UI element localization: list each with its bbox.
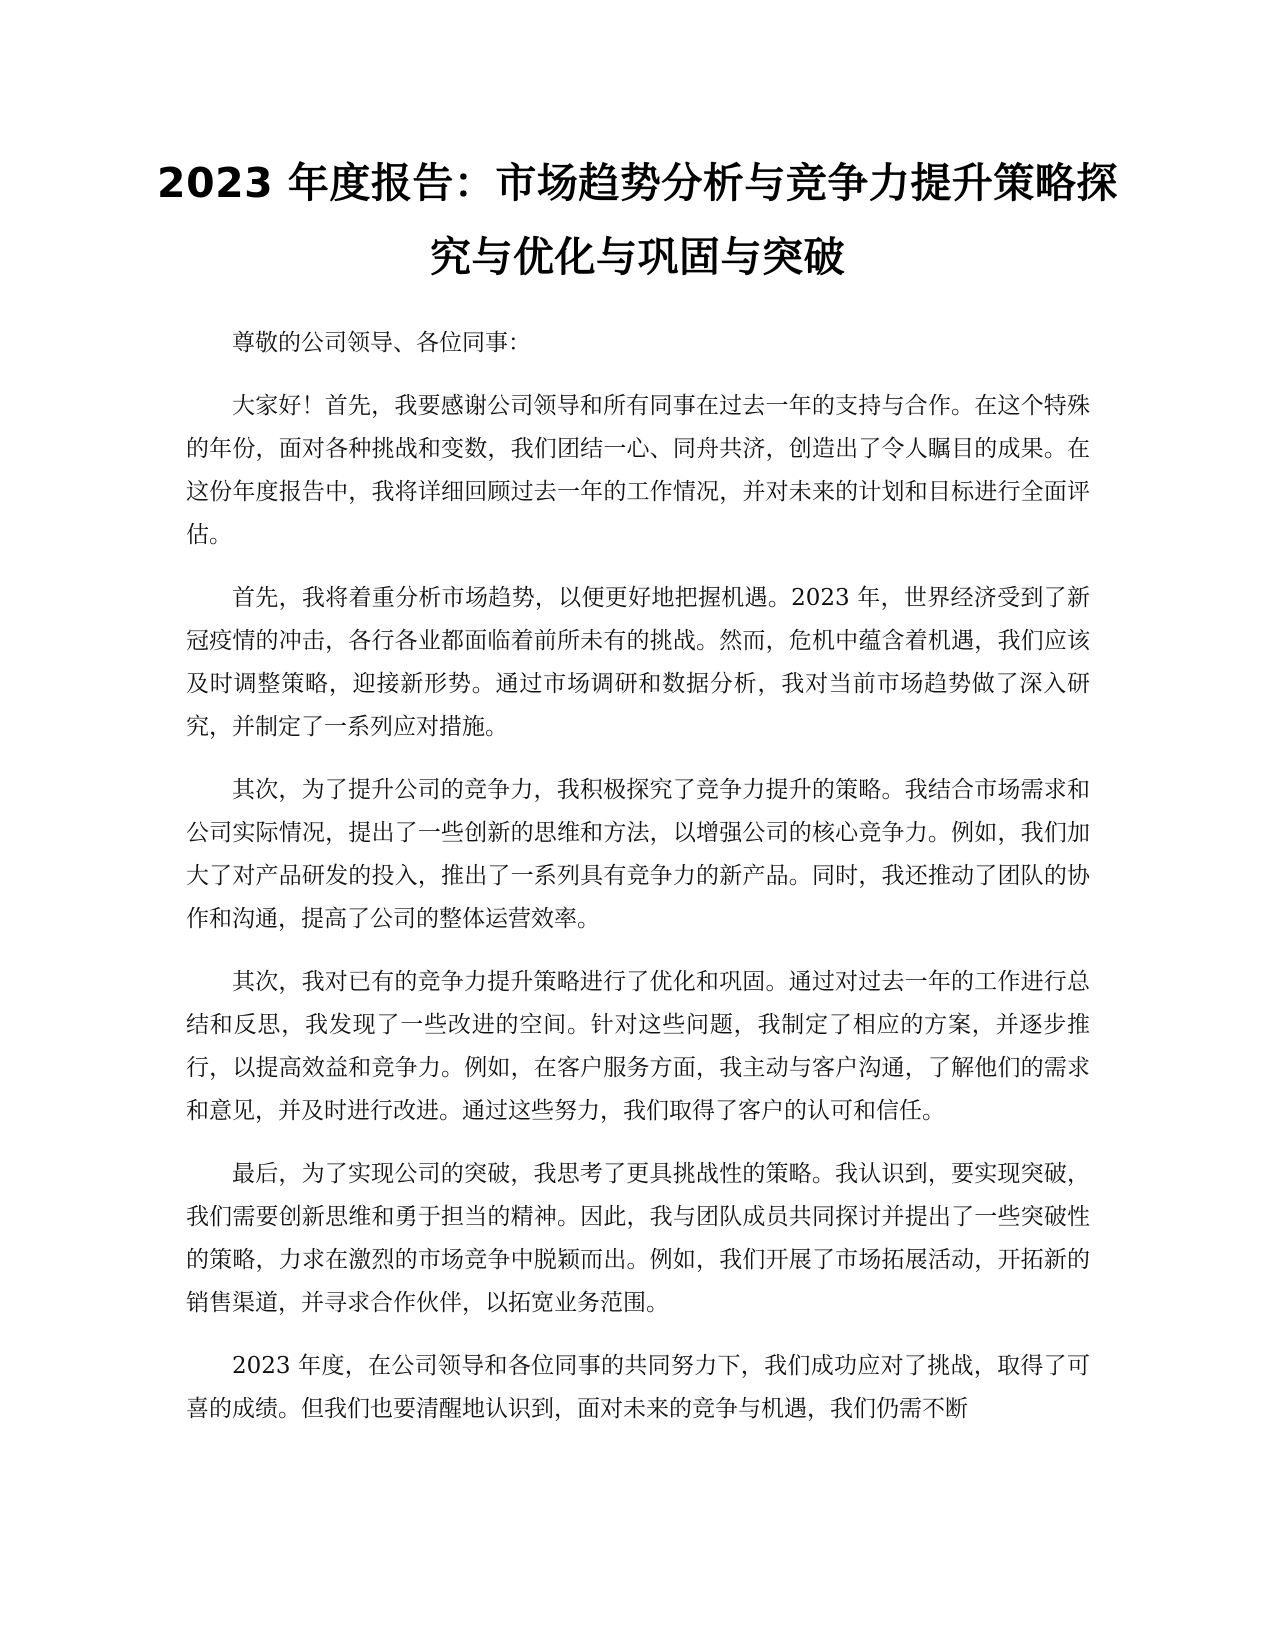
document-title: 2023 年度报告：市场趋势分析与竞争力提升策略探究与优化与巩固与突破 — [157, 159, 1118, 281]
paragraph-greeting: 大家好！首先，我要感谢公司领导和所有同事在过去一年的支持与合作。在这个特殊的年份，面对各种挑战和变数，我们团结一心、同舟共济，创造出了令人瞩目的成果。在这份年度报告中，我将详细回顾过去一年的工作情况，并对未来的计划和目标进行全面评估。 — [186, 393, 1090, 548]
paragraph-market-trends: 首先，我将着重分析市场趋势，以便更好地把握机遇。2023 年，世界经济受到了新冠疫情的冲击，各行各业都面临着前所未有的挑战。然而，危机中蕴含着机遇，我们应该及时调整策略，迎接新形势。通过市场调研和数据分析，我对当前市场趋势做了深入研究，并制定了一系列应对措施。 — [186, 585, 1090, 740]
document-body — [186, 322, 1090, 1451]
paragraph-optimization: 其次，我对已有的竞争力提升策略进行了优化和巩固。通过对过去一年的工作进行总结和反思，我发现了一些改进的空间。针对这些问题，我制定了相应的方案，并逐步推行，以提高效益和竞争力。例如，在客户服务方面，我主动与客户沟通，了解他们的需求和意见，并及时进行改进。通过这些努力，我们取得了客户的认可和信任。 — [186, 969, 1090, 1124]
paragraph-summary: 2023 年度，在公司领导和各位同事的共同努力下，我们成功应对了挑战，取得了可喜的成绩。但我们也要清醒地认识到，面对未来的竞争与机遇，我们仍需不断 — [186, 1353, 1090, 1422]
paragraph-salutation: 尊敬的公司领导、各位同事： — [232, 330, 531, 356]
paragraph-competitiveness-strategy: 其次，为了提升公司的竞争力，我积极探究了竞争力提升的策略。我结合市场需求和公司实际情况，提出了一些创新的思维和方法，以增强公司的核心竞争力。例如，我们加大了对产品研发的投入，推出了一系列具有竞争力的新产品。同时，我还推动了团队的协作和沟通，提高了公司的整体运营效率。 — [186, 777, 1090, 932]
paragraph-breakthrough: 最后，为了实现公司的突破，我思考了更具挑战性的策略。我认识到，要实现突破，我们需要创新思维和勇于担当的精神。因此，我与团队成员共同探讨并提出了一些突破性的策略，力求在激烈的市场竞争中脱颖而出。例如，我们开展了市场拓展活动，开拓新的销售渠道，并寻求合作伙伴，以拓宽业务范围。 — [186, 1161, 1090, 1316]
